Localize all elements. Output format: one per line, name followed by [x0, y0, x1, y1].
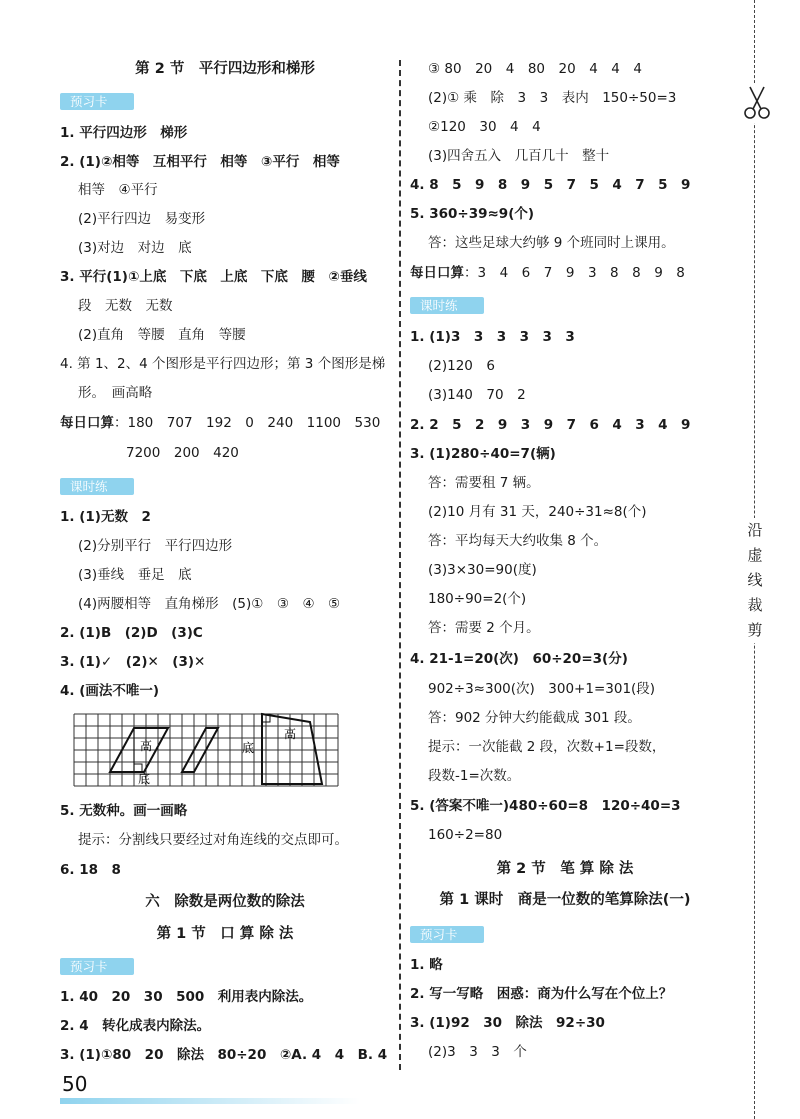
- answer-line: 4. 8 5 9 8 9 5 7 5 4 7 5 9: [410, 177, 691, 193]
- answer-line: 7200 200 420: [126, 445, 239, 461]
- lesson-title: 第 1 课时 商是一位数的笔算除法(一): [439, 892, 691, 908]
- answer-line: 3. (1)280÷40=7(辆): [410, 446, 556, 462]
- answer-line: 2. 4 转化成表内除法。: [60, 1018, 211, 1034]
- cut-instruction: 沿虚线裁剪: [744, 518, 766, 643]
- tag-preview: 预习卡: [410, 926, 484, 943]
- section-title: 第 1 节 口 算 除 法: [156, 926, 294, 942]
- answer-line: 5. (答案不唯一)480÷60=8 120÷40=3: [410, 798, 681, 814]
- answer-line: (3)垂线 垂足 底: [78, 567, 192, 583]
- answer-line: 180÷90=2(个): [428, 591, 527, 607]
- answer-line: 答：平均每天大约收集 8 个。: [428, 533, 608, 549]
- grid-label: 底: [138, 772, 151, 786]
- answer-line: (2)3 3 3 个: [428, 1044, 527, 1060]
- answer-line: 3. (1)①80 20 除法 80÷20 ②A. 4 4 B. 4: [60, 1047, 388, 1063]
- answer-line: 4. (画法不唯一): [60, 683, 160, 699]
- column-divider: [399, 60, 401, 1070]
- answer-line: 2. (1)B (2)D (3)C: [60, 625, 203, 641]
- answer-line: (2)平行四边 易变形: [78, 211, 206, 227]
- grid-label: 底: [242, 741, 255, 755]
- answer-line: 3. 平行(1)①上底 下底 上底 下底 腰 ②垂线: [60, 269, 367, 285]
- section-title: 第 2 节 笔 算 除 法: [496, 861, 634, 877]
- answer-line: 5. 360÷39≈9(个): [410, 206, 535, 222]
- scissors-icon: [742, 83, 772, 123]
- answer-line: (2)直角 等腰 直角 等腰: [78, 327, 246, 343]
- answer-line: 902÷3≈300(次) 300+1=301(段): [428, 681, 656, 697]
- answer-line: 1. 40 20 30 500 利用表内除法。: [60, 989, 313, 1005]
- answer-line: 段 无数 无数: [78, 298, 173, 314]
- answer-line: (3)140 70 2: [428, 387, 526, 403]
- answer-line: 5. 无数种。画一画略: [60, 803, 188, 819]
- answer-line: 4. 第 1、2、4 个图形是平行四边形；第 3 个图形是梯: [60, 356, 386, 372]
- grid-label: 高: [284, 727, 297, 741]
- answer-line: 答：需要 2 个月。: [428, 620, 540, 636]
- answer-line: 段数-1=次数。: [428, 768, 521, 784]
- tag-preview: 预习卡: [60, 93, 134, 110]
- chapter-title: 六 除数是两位数的除法: [145, 894, 305, 910]
- grid-label: 高: [140, 739, 153, 753]
- answer-line: 160÷2=80: [428, 827, 503, 843]
- section-title: 第 2 节 平行四边形和梯形: [135, 61, 315, 77]
- answer-line: ②120 30 4 4: [428, 119, 541, 135]
- tag-preview: 预习卡: [60, 958, 134, 975]
- answer-line: 1. (1)无数 2: [60, 509, 151, 525]
- answer-line: 1. 略: [410, 957, 443, 973]
- tag-lesson: 课时练: [410, 297, 484, 314]
- answer-line: 相等 ④平行: [78, 182, 158, 198]
- daily-calc-values: ：3 4 6 7 9 3 8 8 9 8: [464, 265, 685, 281]
- answer-line: 1. (1)3 3 3 3 3 3: [410, 329, 575, 345]
- answer-line: (3)四舍五入 几百几十 整十: [428, 148, 610, 164]
- tag-lesson: 课时练: [60, 478, 134, 495]
- answer-line: ③ 80 20 4 80 20 4 4 4: [428, 61, 642, 77]
- answer-line: 3. (1)92 30 除法 92÷30: [410, 1015, 605, 1031]
- page-number: 50: [62, 1072, 88, 1096]
- answer-line: 3. (1)✓ (2)✕ (3)✕: [60, 654, 206, 670]
- right-angle-mark: [134, 764, 142, 772]
- answer-line: 答：这些足球大约够 9 个班同时上课用。: [428, 235, 675, 251]
- answer-line: 4. 21-1=20(次) 60÷20=3(分): [410, 651, 628, 667]
- answer-line: (4)两腰相等 直角梯形 (5)① ③ ④ ⑤: [78, 596, 341, 612]
- answer-line: 2. 2 5 2 9 3 9 7 6 4 3 4 9: [410, 417, 691, 433]
- answer-line: 6. 18 8: [60, 862, 121, 878]
- answer-line: 形。 画高略: [78, 385, 153, 401]
- daily-calc-values: ：180 707 192 0 240 1100 530: [114, 415, 381, 431]
- answer-line: (2)10 月有 31 天，240÷31≈8(个): [428, 504, 647, 520]
- answer-line: 1. 平行四边形 梯形: [60, 125, 188, 141]
- answer-line: (2)分别平行 平行四边形: [78, 538, 233, 554]
- answer-line: 答：902 分钟大约能截成 301 段。: [428, 710, 641, 726]
- answer-line: 2. 写一写略 困惑：商为什么写在个位上？: [410, 986, 673, 1002]
- answer-line: 答：需要租 7 辆。: [428, 475, 540, 491]
- daily-calc-label: 每日口算: [410, 265, 464, 281]
- answer-line: (2)120 6: [428, 358, 495, 374]
- page-number-bar: [60, 1098, 360, 1104]
- answer-line: (3)3×30=90(度): [428, 562, 537, 578]
- answer-line: 2. (1)②相等 互相平行 相等 ③平行 相等: [60, 154, 340, 170]
- answer-line: 提示：一次能截 2 段，次数+1=段数，: [428, 739, 666, 755]
- daily-calc-label: 每日口算: [60, 415, 114, 431]
- answer-line: 提示：分割线只要经过对角连线的交点即可。: [78, 832, 348, 848]
- answer-line: (3)对边 对边 底: [78, 240, 192, 256]
- daily-calc-row: [60, 414, 380, 432]
- daily-calc-row: [410, 264, 685, 282]
- answer-line: (2)① 乘 除 3 3 表内 150÷50=3: [428, 90, 677, 106]
- grid-figure: [72, 712, 346, 790]
